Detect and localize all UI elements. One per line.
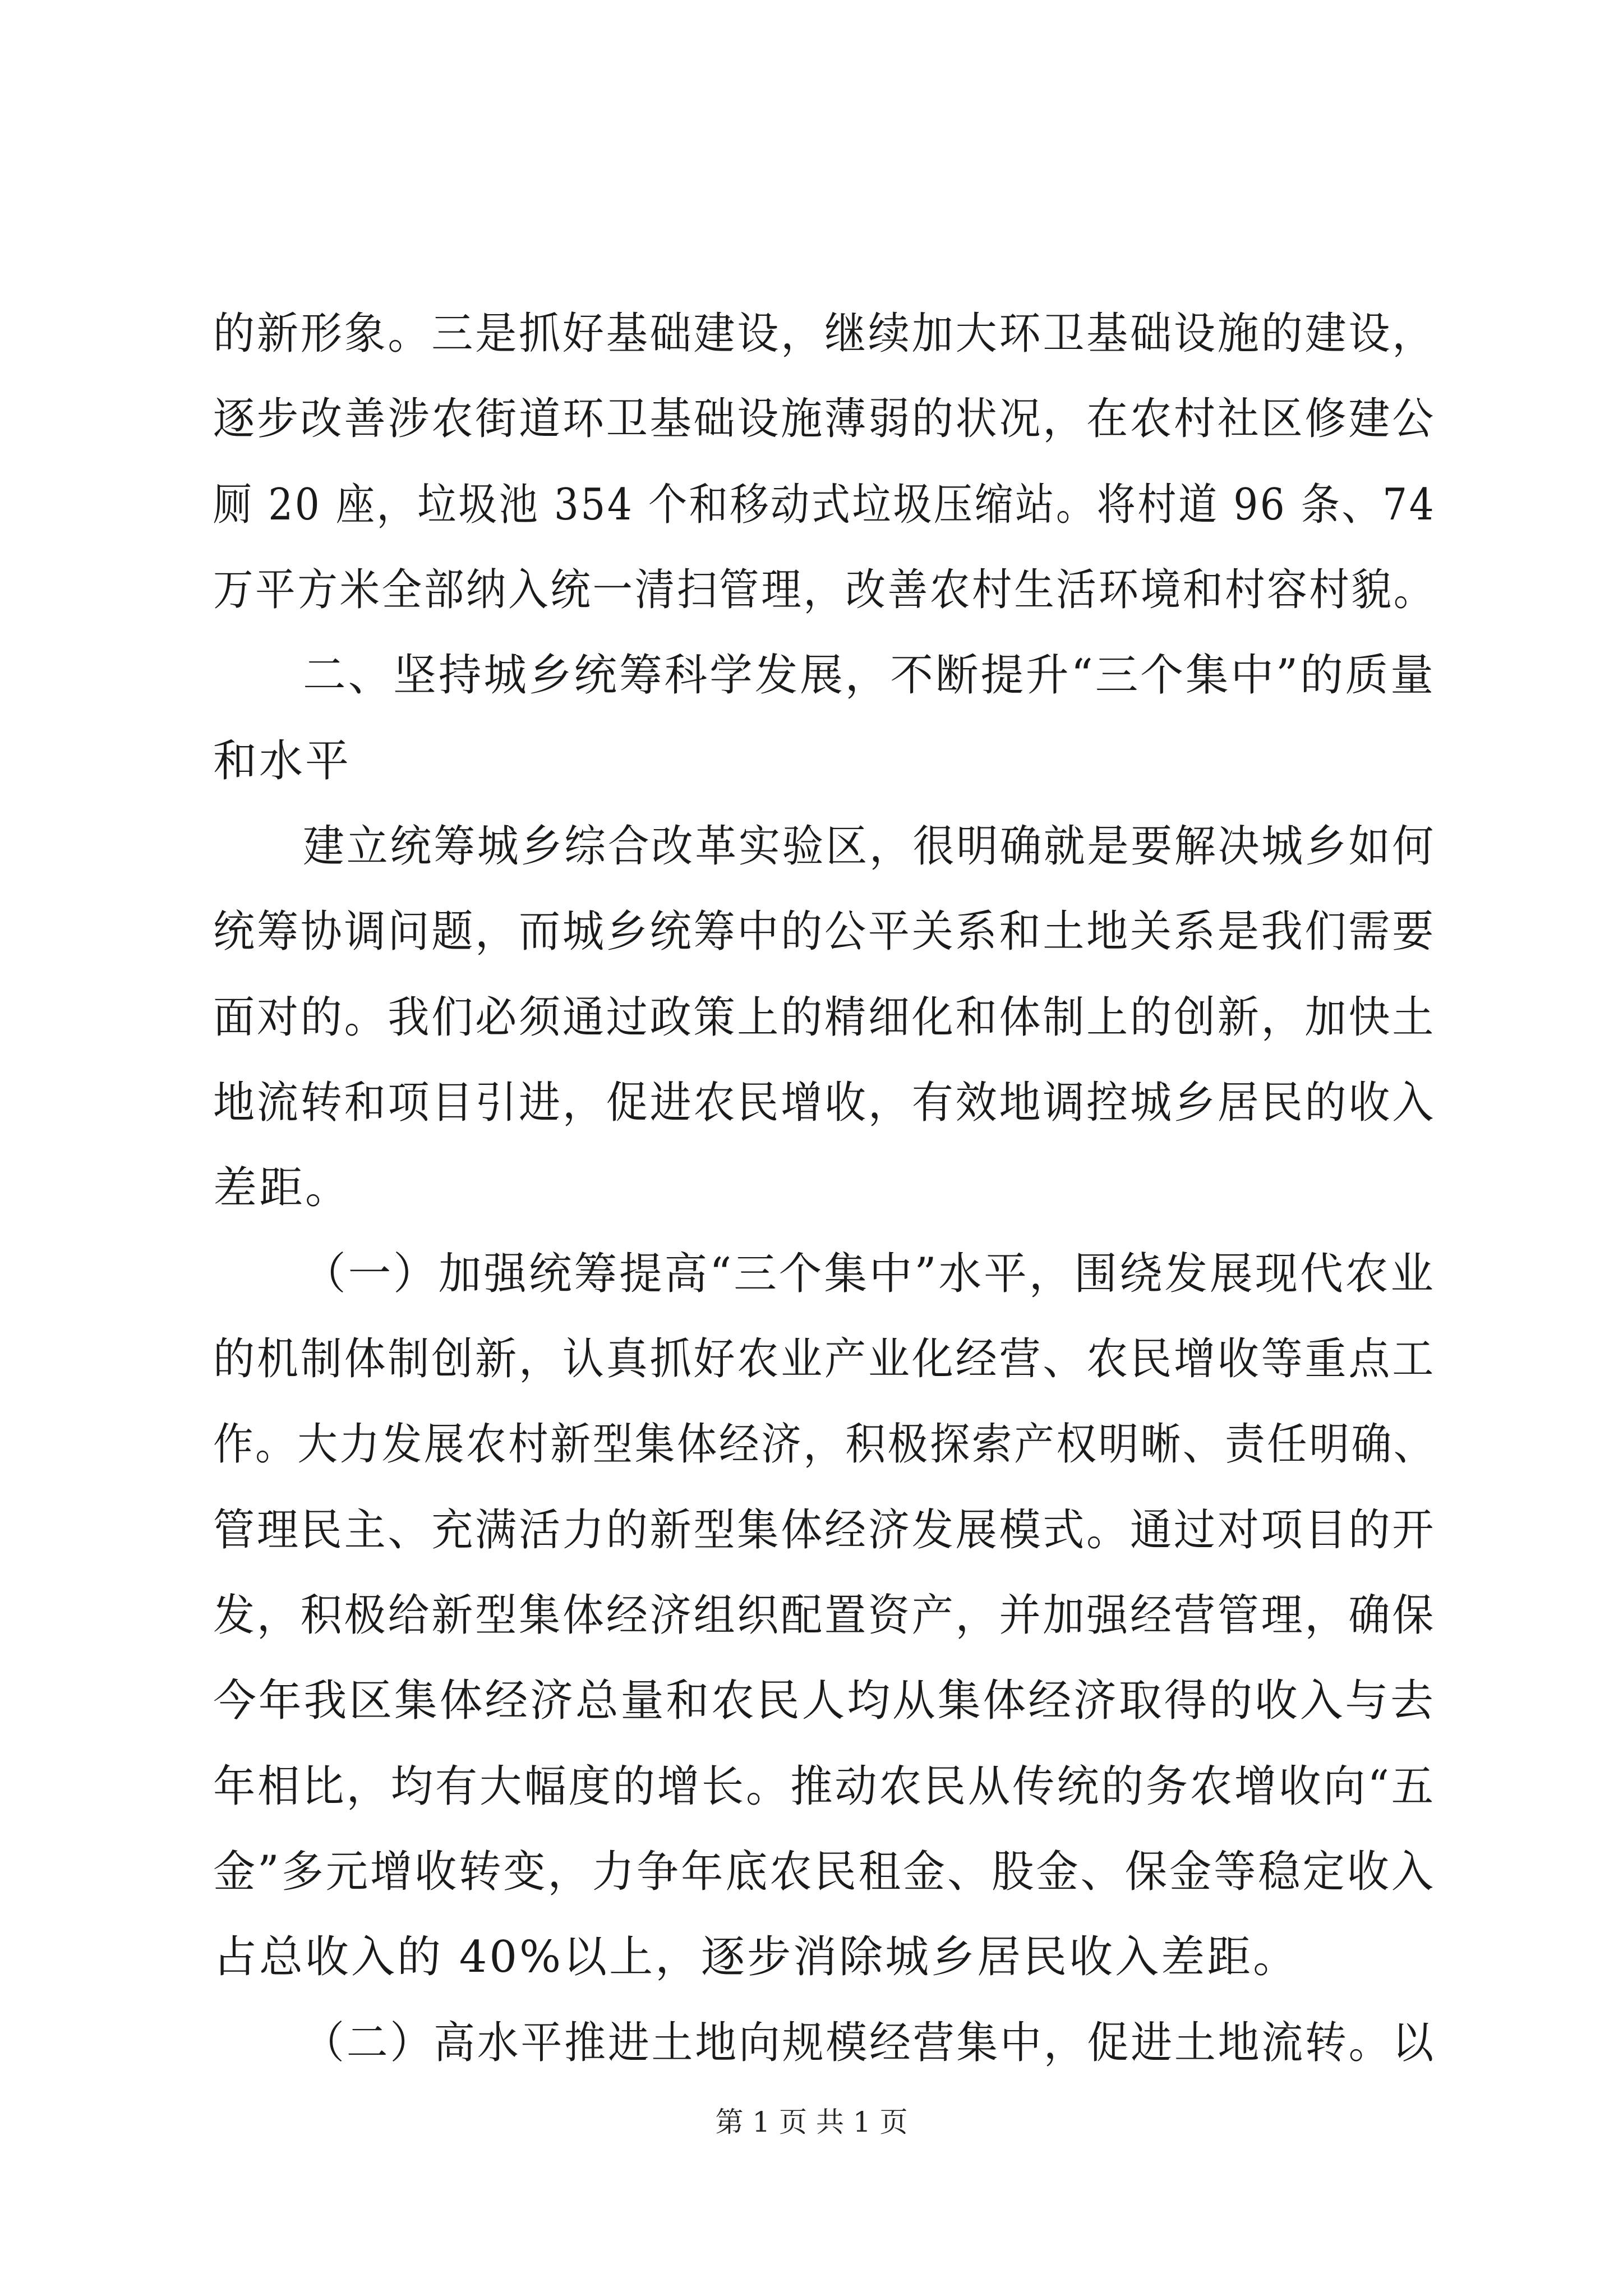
section-heading-continued: 和水平 xyxy=(213,736,352,786)
text-line: 差距。 xyxy=(213,1163,352,1213)
text-line: 今年我区集体经济总量和农民人均从集体经济取得的收入与去 xyxy=(213,1676,1436,1726)
section-heading: 二、坚持城乡统筹科学发展，不断提升“三个集中”的质量 xyxy=(303,650,1436,701)
subsection-heading: （一）加强统筹提高“三个集中”水平，围绕发展现代农业 xyxy=(303,1249,1436,1299)
text-line: 建立统筹城乡综合改革实验区，很明确就是要解决城乡如何 xyxy=(303,821,1436,872)
text-line: 占总收入的 40%以上，逐步消除城乡居民收入差距。 xyxy=(213,1932,1299,1982)
text-line: 地流转和项目引进，促进农民增收，有效地调控城乡居民的收入 xyxy=(213,1078,1436,1128)
text-line: 面对的。我们必须通过政策上的精细化和体制上的创新，加快土 xyxy=(213,992,1436,1043)
text-line: 万平方米全部纳入统一清扫管理，改善农村生活环境和村容村貌。 xyxy=(213,565,1436,615)
text-line: 统筹协调问题，而城乡统筹中的公平关系和土地关系是我们需要 xyxy=(213,907,1436,957)
text-line: 年相比，均有大幅度的增长。推动农民从传统的务农增收向“五 xyxy=(213,1761,1436,1812)
text-line: 金”多元增收转变，力争年底农民租金、股金、保金等稳定收入 xyxy=(213,1847,1436,1897)
text-line: 的新形象。三是抓好基础建设，继续加大环卫基础设施的建设， xyxy=(213,309,1436,359)
text-line: 的机制体制创新，认真抓好农业产业化经营、农民增收等重点工 xyxy=(213,1334,1436,1384)
subsection-heading: （二）高水平推进土地向规模经营集中，促进土地流转。以 xyxy=(303,2018,1436,2068)
text-line: 逐步改善涉农街道环卫基础设施薄弱的状况，在农村社区修建公 xyxy=(213,394,1436,444)
text-line: 管理民主、充满活力的新型集体经济发展模式。通过对项目的开 xyxy=(213,1505,1436,1556)
page-footer: 第 1 页 共 1 页 xyxy=(715,2106,908,2138)
text-line: 作。大力发展农村新型集体经济，积极探索产权明晰、责任明确、 xyxy=(213,1419,1436,1470)
text-line: 发，积极给新型集体经济组织配置资产，并加强经营管理，确保 xyxy=(213,1590,1436,1641)
text-line: 厕 20 座，垃圾池 354 个和移动式垃圾压缩站。将村道 96 条、74 xyxy=(213,480,1436,530)
